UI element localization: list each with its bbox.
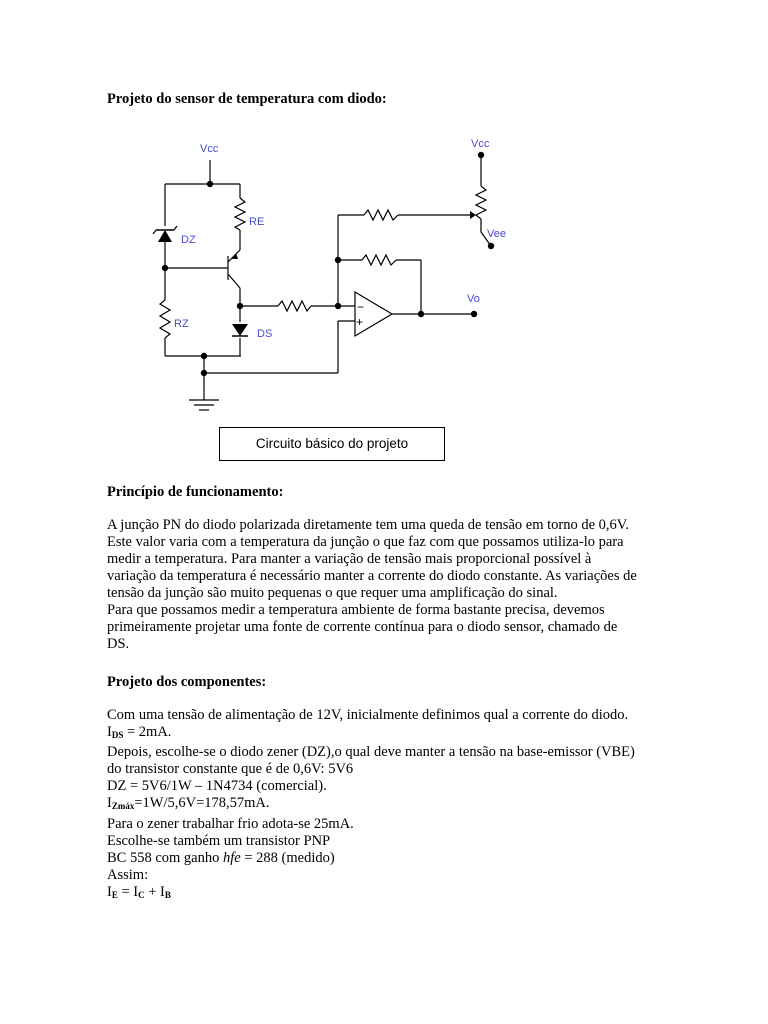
ids-line: $I_{DS} = 2mA$. bbox=[107, 724, 172, 741]
circuit-caption: Circuito básico do projeto bbox=[219, 427, 445, 461]
principle-line: tensão da junção são muito pequenas o que requer uma amplificação do sinal. bbox=[107, 585, 558, 601]
circuit-diagram bbox=[150, 130, 510, 425]
label-plus: + bbox=[356, 315, 364, 329]
principle-line: Para que possamos medir a temperatura ambiente de forma bastante precisa, devemos bbox=[107, 602, 605, 618]
components-line: Depois, escolhe-se o diodo zener (DZ),o qual deve manter a tensão na base-emissor (VBE) bbox=[107, 744, 635, 761]
equation-line: $I_E = I_C + I_B$ bbox=[107, 883, 171, 900]
principle-line: primeiramente projetar uma fonte de corrente contínua para o diodo sensor, chamado de bbox=[107, 619, 618, 635]
label-re: RE bbox=[249, 216, 265, 228]
label-vo: Vo bbox=[467, 293, 480, 305]
hfe-line: BC 558 com ganho hfe = 288 (medido) bbox=[107, 849, 335, 866]
izmax-line: $I_{Zmáx}=1W/5,6V=178,57mA$. bbox=[107, 795, 270, 812]
components-text bbox=[107, 707, 667, 904]
principle-line: variação da temperatura é necessário manter a corrente do diodo constante. As variações de bbox=[107, 568, 637, 584]
principle-line: A junção PN do diodo polarizada diretamente tem uma queda de tensão em torno de 0,6V. bbox=[107, 517, 629, 533]
principle-line: DS. bbox=[107, 636, 130, 652]
principle-line: Este valor varia com a temperatura da junção o que faz com que possamos utiliza-lo para bbox=[107, 534, 624, 550]
label-dz: DZ bbox=[181, 234, 196, 246]
principle-line: medir a temperatura. Para manter a variação de tensão mais proporcional possível à bbox=[107, 551, 592, 567]
components-line: Escolhe-se também um transistor PNP bbox=[107, 832, 331, 849]
components-line: DZ = 5V6/1W – 1N4734 (comercial). bbox=[107, 778, 327, 795]
page-title: Projeto do sensor de temperatura com diodo: bbox=[107, 91, 387, 107]
label-rz: RZ bbox=[174, 318, 189, 330]
principle-paragraph bbox=[107, 517, 661, 653]
label-minus: − bbox=[357, 300, 365, 314]
components-line: do transistor constante que é de 0,6V: 5V6 bbox=[107, 761, 354, 778]
section-heading-components: Projeto dos componentes: bbox=[107, 674, 267, 690]
section-heading-principle: Princípio de funcionamento: bbox=[107, 484, 284, 500]
label-vcc-right: Vcc bbox=[471, 138, 490, 150]
components-line: Com uma tensão de alimentação de 12V, inicialmente definimos qual a corrente do diodo. bbox=[107, 707, 629, 723]
components-line: Assim: bbox=[107, 866, 149, 883]
label-vcc-left: Vcc bbox=[200, 143, 219, 155]
components-line: Para o zener trabalhar frio adota-se 25mA. bbox=[107, 815, 354, 832]
label-vee: Vee bbox=[487, 228, 506, 240]
label-ds: DS bbox=[257, 328, 273, 340]
